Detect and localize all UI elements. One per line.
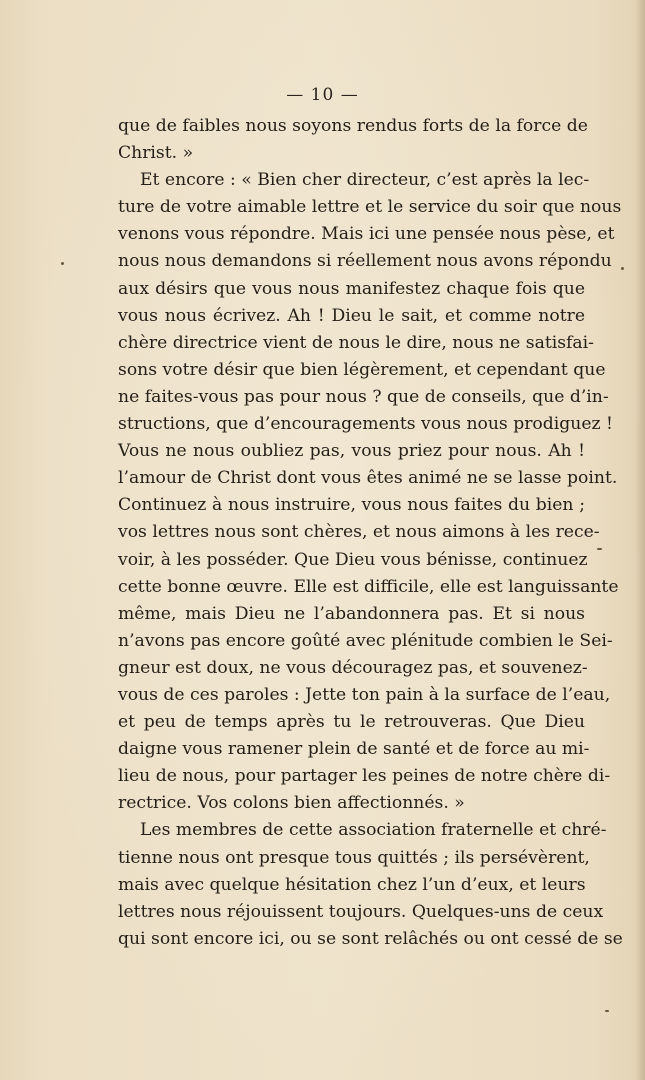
text-line: Christ. »: [118, 143, 194, 164]
text-line: vous de ces paroles : Jette ton pain à la surface de l’eau,: [118, 684, 611, 705]
ink-speck: [605, 1010, 609, 1012]
ink-speck: [621, 267, 624, 270]
text-line: tienne nous ont presque tous quittés ; ils persévèrent,: [118, 847, 590, 868]
ink-speck: [61, 262, 64, 265]
page-edge-shadow: [635, 0, 645, 1080]
text-line: voir, à les posséder. Que Dieu vous bénisse, continuez: [118, 549, 588, 570]
text-line: lieu de nous, pour partager les peines de notre chère di-: [118, 766, 611, 787]
text-line: ne faites-vous pas pour nous ? que de conseils, que d’in-: [118, 386, 609, 407]
text-line: que de faibles nous soyons rendus forts de la force de: [118, 116, 588, 136]
text-line: lettres nous réjouissent toujours. Quelques-uns de ceux: [118, 901, 604, 922]
text-line: nous nous demandons si réellement nous avons répondu: [118, 251, 612, 272]
text-line: rectrice. Vos colons bien affectionnés. »: [118, 793, 465, 814]
text-line: vous nous écrivez. Ah ! Dieu le sait, et comme notre: [118, 305, 585, 326]
text-line: qui sont encore ici, ou se sont relâchés ou ont cessé de se: [118, 928, 623, 949]
ink-speck: [597, 548, 602, 550]
text-line: Et encore : « Bien cher directeur, c’est après la lec-: [140, 170, 590, 191]
text-line: aux désirs que vous nous manifestez chaque fois que: [118, 278, 585, 299]
text-line: même, mais Dieu ne l’abandonnera pas. Et si nous: [118, 603, 585, 624]
text-line: chère directrice vient de nous le dire, nous ne satisfai-: [118, 332, 594, 353]
body-text: [118, 113, 623, 953]
text-line: ture de votre aimable lettre et le service du soir que nous: [118, 197, 622, 218]
text-line: l’amour de Christ dont vous êtes animé ne se lasse point.: [118, 468, 618, 489]
text-line: structions, que d’encouragements vous nous prodiguez !: [118, 414, 613, 435]
text-line: sons votre désir que bien légèrement, et cependant que: [118, 359, 606, 380]
text-line: Continuez à nous instruire, vous nous faites du bien ;: [118, 495, 585, 516]
text-line: n’avons pas encore goûté avec plénitude combien le Sei-: [118, 630, 613, 651]
text-line: cette bonne œuvre. Elle est difficile, elle est languissante: [118, 576, 619, 597]
text-line: daigne vous ramener plein de santé et de force au mi-: [118, 739, 590, 760]
text-line: vos lettres nous sont chères, et nous aimons à les rece-: [118, 522, 600, 543]
text-line: Vous ne nous oubliez pas, vous priez pour nous. Ah !: [118, 441, 585, 462]
text-line: mais avec quelque hésitation chez l’un d’eux, et leurs: [118, 874, 586, 895]
page-number: — 10 —: [286, 85, 359, 105]
text-line: Les membres de cette association fraternelle et chré-: [140, 820, 607, 841]
text-line: venons vous répondre. Mais ici une pensée nous pèse, et: [118, 224, 615, 245]
text-line: et peu de temps après tu le retrouveras. Que Dieu: [118, 712, 585, 733]
text-line: gneur est doux, ne vous découragez pas, et souvenez-: [118, 657, 588, 678]
